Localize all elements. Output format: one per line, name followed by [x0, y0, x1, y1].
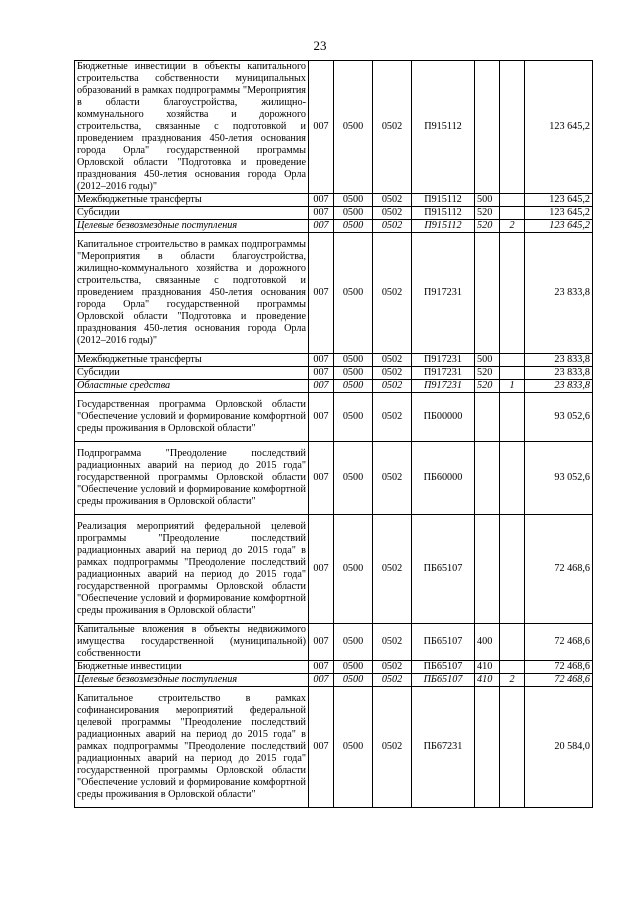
subsection-code: 0502 [373, 624, 412, 661]
ministry-code: 007 [309, 233, 334, 354]
amount: 23 833,8 [525, 354, 593, 367]
funding-source-code [500, 367, 525, 380]
expense-type-code [475, 442, 500, 515]
subsection-code: 0502 [373, 233, 412, 354]
ministry-code: 007 [309, 515, 334, 624]
ministry-code: 007 [309, 687, 334, 808]
budget-table [74, 60, 593, 808]
section-code: 0500 [334, 661, 373, 674]
amount: 93 052,6 [525, 442, 593, 515]
table-body [75, 61, 593, 808]
target-article-code: П917231 [412, 233, 475, 354]
table-row [75, 194, 593, 207]
subsection-code: 0502 [373, 661, 412, 674]
funding-source-code [500, 442, 525, 515]
table-row [75, 61, 593, 194]
subsection-code: 0502 [373, 515, 412, 624]
page-number: 23 [313, 38, 327, 53]
ministry-code: 007 [309, 220, 334, 233]
ministry-code: 007 [309, 674, 334, 687]
amount: 72 468,6 [525, 515, 593, 624]
item-name: Реализация мероприятий федеральной целевой программы "Преодоление последствий радиационных аварий на период до 2015 года" в рамках подпрограммы "Преодоление последствий радиационных аварий на период до 2015 года" государственной программы Орловской области "Обеспечение условий и формирование комфортной среды проживания в Орловской области" [75, 515, 309, 624]
expense-type-code [475, 233, 500, 354]
amount: 23 833,8 [525, 380, 593, 393]
target-article-code: П917231 [412, 354, 475, 367]
section-code: 0500 [334, 674, 373, 687]
funding-source-code: 1 [500, 380, 525, 393]
table-row [75, 207, 593, 220]
table-row [75, 354, 593, 367]
table-row [75, 220, 593, 233]
funding-source-code [500, 61, 525, 194]
item-name: Государственная программа Орловской области "Обеспечение условий и формирование комфортной среды проживания в Орловской области" [75, 393, 309, 442]
table-row [75, 233, 593, 354]
amount: 123 645,2 [525, 61, 593, 194]
subsection-code: 0502 [373, 687, 412, 808]
table-row [75, 515, 593, 624]
target-article-code: П917231 [412, 367, 475, 380]
subsection-code: 0502 [373, 442, 412, 515]
expense-type-code [475, 61, 500, 194]
funding-source-code: 2 [500, 674, 525, 687]
subsection-code: 0502 [373, 220, 412, 233]
table-row [75, 367, 593, 380]
section-code: 0500 [334, 194, 373, 207]
target-article-code: ПБ65107 [412, 624, 475, 661]
target-article-code: ПБ65107 [412, 674, 475, 687]
item-name: Капитальные вложения в объекты недвижимого имущества государственной (муниципальной) собственности [75, 624, 309, 661]
subsection-code: 0502 [373, 380, 412, 393]
target-article-code: П915112 [412, 207, 475, 220]
subsection-code: 0502 [373, 674, 412, 687]
section-code: 0500 [334, 380, 373, 393]
subsection-code: 0502 [373, 393, 412, 442]
section-code: 0500 [334, 687, 373, 808]
subsection-code: 0502 [373, 61, 412, 194]
amount: 72 468,6 [525, 674, 593, 687]
funding-source-code [500, 194, 525, 207]
target-article-code: ПБ00000 [412, 393, 475, 442]
ministry-code: 007 [309, 61, 334, 194]
section-code: 0500 [334, 220, 373, 233]
ministry-code: 007 [309, 354, 334, 367]
funding-source-code [500, 207, 525, 220]
ministry-code: 007 [309, 661, 334, 674]
section-code: 0500 [334, 207, 373, 220]
funding-source-code [500, 393, 525, 442]
section-code: 0500 [334, 393, 373, 442]
item-name: Субсидии [75, 367, 309, 380]
amount: 123 645,2 [525, 207, 593, 220]
ministry-code: 007 [309, 194, 334, 207]
expense-type-code: 410 [475, 674, 500, 687]
ministry-code: 007 [309, 624, 334, 661]
subsection-code: 0502 [373, 194, 412, 207]
amount: 20 584,0 [525, 687, 593, 808]
ministry-code: 007 [309, 207, 334, 220]
funding-source-code [500, 515, 525, 624]
section-code: 0500 [334, 367, 373, 380]
ministry-code: 007 [309, 380, 334, 393]
amount: 72 468,6 [525, 661, 593, 674]
amount: 123 645,2 [525, 220, 593, 233]
target-article-code: П915112 [412, 61, 475, 194]
funding-source-code [500, 624, 525, 661]
item-name: Межбюджетные трансферты [75, 194, 309, 207]
expense-type-code: 500 [475, 194, 500, 207]
amount: 23 833,8 [525, 367, 593, 380]
section-code: 0500 [334, 61, 373, 194]
table-row [75, 661, 593, 674]
ministry-code: 007 [309, 442, 334, 515]
amount: 23 833,8 [525, 233, 593, 354]
target-article-code: П917231 [412, 380, 475, 393]
ministry-code: 007 [309, 367, 334, 380]
expense-type-code: 520 [475, 380, 500, 393]
table-row [75, 442, 593, 515]
expense-type-code: 520 [475, 207, 500, 220]
expense-type-code: 500 [475, 354, 500, 367]
item-name: Межбюджетные трансферты [75, 354, 309, 367]
expense-type-code: 520 [475, 220, 500, 233]
funding-source-code [500, 661, 525, 674]
amount: 72 468,6 [525, 624, 593, 661]
target-article-code: П915112 [412, 220, 475, 233]
subsection-code: 0502 [373, 207, 412, 220]
table-row [75, 674, 593, 687]
item-name: Капитальное строительство в рамках софинансирования мероприятий федеральной целевой программы "Преодоление последствий радиационных аварий на период до 2015 года" в рамках подпрограммы "Преодоление последствий радиационных аварий на период до 2015 года" государственной программы Орловской области "Обеспечение условий и формирование комфортной среды проживания в Орловской области" [75, 687, 309, 808]
target-article-code: ПБ60000 [412, 442, 475, 515]
item-name: Целевые безвозмездные поступления [75, 220, 309, 233]
subsection-code: 0502 [373, 354, 412, 367]
expense-type-code: 400 [475, 624, 500, 661]
expense-type-code [475, 687, 500, 808]
table-row [75, 624, 593, 661]
target-article-code: П915112 [412, 194, 475, 207]
subsection-code: 0502 [373, 367, 412, 380]
section-code: 0500 [334, 624, 373, 661]
item-name: Подпрограмма "Преодоление последствий радиационных аварий на период до 2015 года" государственной программы Орловской области "Обеспечение условий и формирование комфортной среды проживания в Орловской области" [75, 442, 309, 515]
funding-source-code: 2 [500, 220, 525, 233]
expense-type-code: 520 [475, 367, 500, 380]
item-name: Бюджетные инвестиции [75, 661, 309, 674]
section-code: 0500 [334, 515, 373, 624]
amount: 123 645,2 [525, 194, 593, 207]
ministry-code: 007 [309, 393, 334, 442]
expense-type-code [475, 393, 500, 442]
target-article-code: ПБ65107 [412, 661, 475, 674]
item-name: Капитальное строительство в рамках подпрограммы "Мероприятия в области благоустройства, жилищно-коммунального хозяйства и дорожного строительства, связанные с подготовкой и проведением празднования 450-летия основания города Орла" государственной программы Орловской области "Подготовка и проведение празднования 450-летия основания города Орла (2012–2016 годы)" [75, 233, 309, 354]
expense-type-code: 410 [475, 661, 500, 674]
item-name: Целевые безвозмездные поступления [75, 674, 309, 687]
item-name: Областные средства [75, 380, 309, 393]
section-code: 0500 [334, 442, 373, 515]
amount: 93 052,6 [525, 393, 593, 442]
section-code: 0500 [334, 354, 373, 367]
funding-source-code [500, 354, 525, 367]
target-article-code: ПБ67231 [412, 687, 475, 808]
funding-source-code [500, 233, 525, 354]
item-name: Субсидии [75, 207, 309, 220]
section-code: 0500 [334, 233, 373, 354]
table-row [75, 393, 593, 442]
table-row [75, 687, 593, 808]
item-name: Бюджетные инвестиции в объекты капитального строительства собственности муниципальных образований в рамках подпрограммы "Мероприятия в области благоустройства, жилищно-коммунального хозяйства и дорожного строительства, связанные с подготовкой и проведением празднования 450-летия основания города Орла" государственной программы Орловской области "Подготовка и проведение празднования 450-летия основания города Орла (2012–2016 годы)" [75, 61, 309, 194]
target-article-code: ПБ65107 [412, 515, 475, 624]
table-row [75, 380, 593, 393]
expense-type-code [475, 515, 500, 624]
funding-source-code [500, 687, 525, 808]
